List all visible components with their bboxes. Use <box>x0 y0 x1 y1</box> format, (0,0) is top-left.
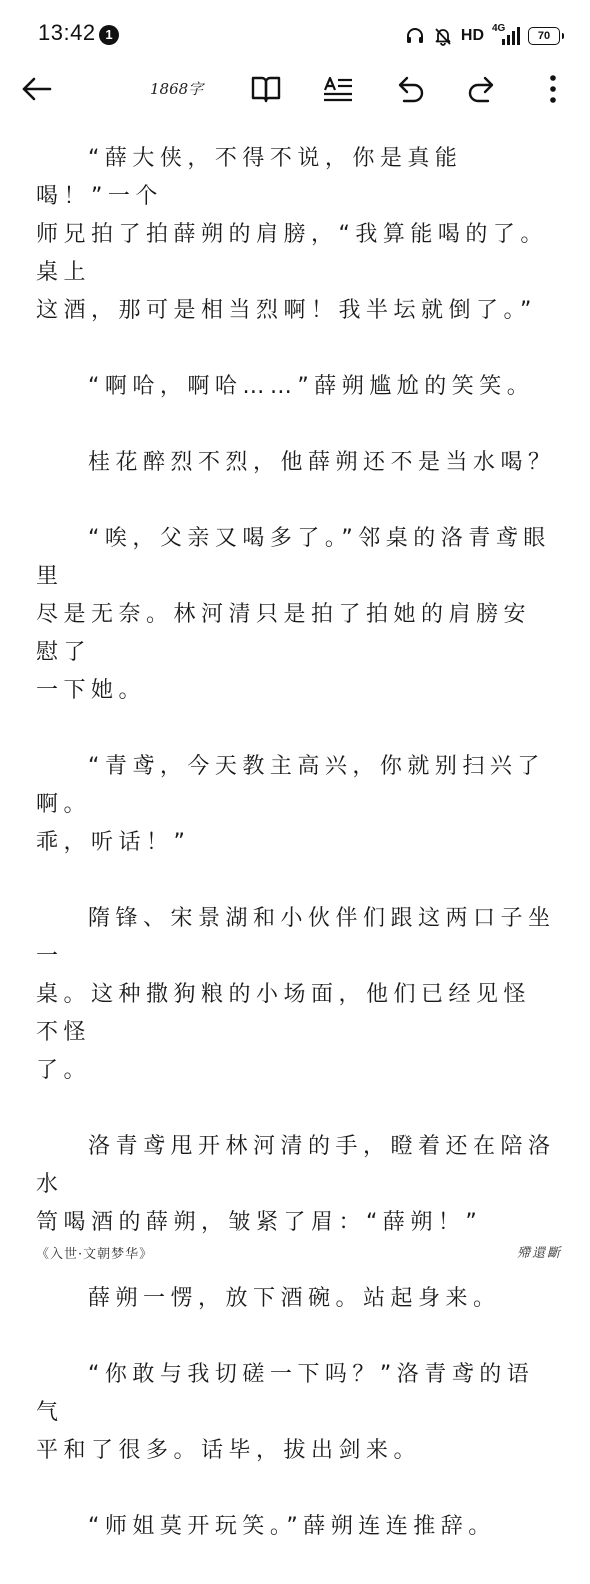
text-line: “师姐莫开玩笑。”薛朔连连推辞。 <box>88 1514 496 1539</box>
mute-bell-icon <box>433 26 453 46</box>
back-arrow-icon <box>20 77 52 101</box>
paragraph <box>36 1280 558 1318</box>
hd-label: HD <box>460 27 484 44</box>
author-signature: 殢還斷 <box>516 1246 562 1261</box>
text-format-button[interactable] <box>320 70 356 108</box>
text-line: “唉，父亲又喝多了。”邻桌的洛青鸢眼里 <box>36 526 551 589</box>
text-line: 平和了很多。话毕，拔出剑来。 <box>36 1438 422 1463</box>
status-time: 13:42 <box>38 20 96 45</box>
battery-indicator: 70 <box>528 27 560 45</box>
text-line: “薛大侠，不得不说，你是真能喝！”一个 <box>36 146 463 209</box>
signal-icon <box>492 26 520 46</box>
reader-toolbar <box>0 70 590 108</box>
text-line: 乖，听话！” <box>36 830 191 855</box>
redo-button[interactable] <box>464 70 500 108</box>
paragraph <box>36 520 558 710</box>
text-line: 师兄拍了拍薛朔的肩膀，“我算能喝的了。桌上 <box>36 222 548 285</box>
status-icons <box>405 24 560 48</box>
text-line: 洛青鸢甩开林河清的手，瞪着还在陪洛水 <box>36 1134 556 1197</box>
paragraph <box>36 748 558 862</box>
status-bar <box>0 0 590 70</box>
more-icon <box>548 74 558 104</box>
word-count: 1868字 <box>150 80 204 98</box>
book-icon <box>250 75 282 103</box>
book-title: 《入世·文朝梦华》 <box>36 1247 154 1262</box>
redo-icon <box>466 75 498 103</box>
undo-icon <box>394 75 426 103</box>
chapter-text[interactable] <box>36 140 558 1584</box>
text-line: 这酒，那可是相当烈啊！我半坛就倒了。” <box>36 298 537 323</box>
paragraph <box>36 444 558 482</box>
paragraph <box>36 1128 558 1242</box>
network-type: 4G <box>492 23 506 34</box>
text-line: 尽是无奈。林河清只是拍了拍她的肩膀安慰了 <box>36 602 532 665</box>
paragraph <box>36 368 558 406</box>
more-button[interactable] <box>538 70 568 108</box>
text-line: “你敢与我切磋一下吗？”洛青鸢的语气 <box>36 1362 535 1425</box>
paragraph <box>36 900 558 1090</box>
bookshelf-button[interactable] <box>248 70 284 108</box>
text-line: 桌。这种撒狗粮的小场面，他们已经见怪不怪 <box>36 982 532 1045</box>
text-line: “啊哈，啊哈……”薛朔尴尬的笑笑。 <box>88 374 535 399</box>
text-line: 桂花醉烈不烈，他薛朔还不是当水喝？ <box>88 450 556 475</box>
undo-button[interactable] <box>392 70 428 108</box>
headphones-icon <box>405 26 425 46</box>
signal-indicator <box>492 23 520 46</box>
text-format-icon <box>322 75 354 103</box>
text-line: 了。 <box>36 1058 92 1083</box>
text-line: 薛朔一愣，放下酒碗。站起身来。 <box>88 1286 501 1311</box>
back-button[interactable] <box>18 70 54 108</box>
text-line: 一下她。 <box>36 678 147 703</box>
paragraph <box>36 1356 558 1470</box>
notification-badge: 1 <box>99 25 119 45</box>
page-footer <box>0 1238 590 1268</box>
text-line: “青鸢，今天教主高兴，你就别扫兴了啊。 <box>36 754 545 817</box>
text-line: 笥喝酒的薛朔，皱紧了眉：“薛朔！” <box>36 1210 483 1235</box>
text-line: 隋锋、宋景湖和小伙伴们跟这两口子坐一 <box>36 906 556 969</box>
paragraph <box>36 1508 558 1546</box>
paragraph <box>36 140 558 330</box>
